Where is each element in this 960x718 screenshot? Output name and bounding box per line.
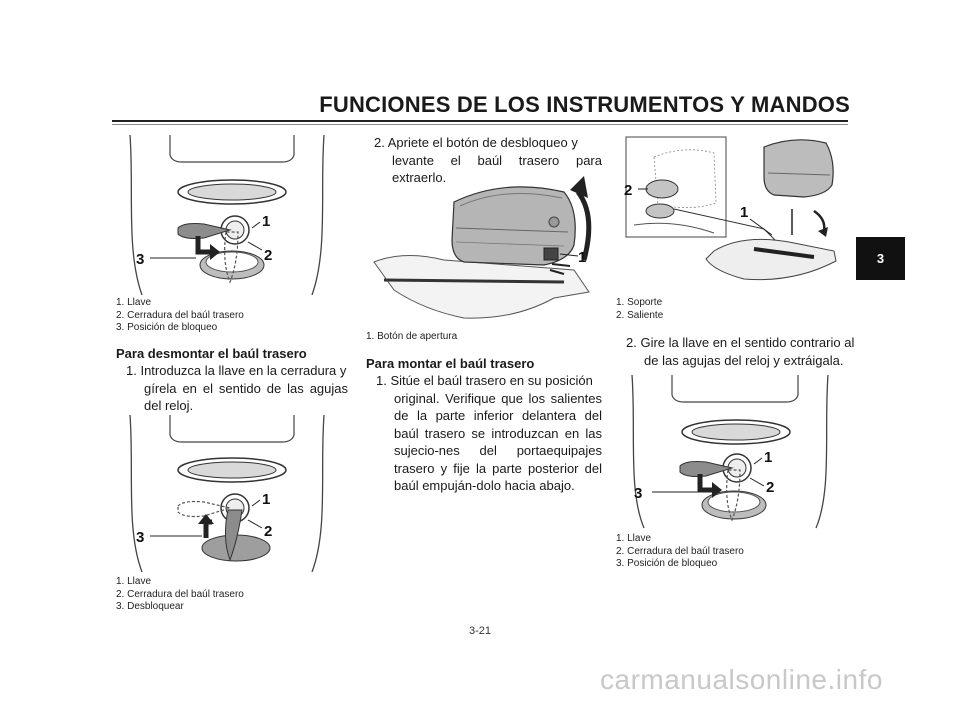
figure3-caption xyxy=(366,331,457,344)
caption-line: 2. Cerradura del baúl trasero xyxy=(616,545,744,557)
fig4-callout-2: 2 xyxy=(624,182,633,199)
fig4-callout-1: 1 xyxy=(740,204,749,221)
page-header-title: FUNCIONES DE LOS INSTRUMENTOS Y MANDOS xyxy=(319,92,850,117)
page-number: 3-21 xyxy=(468,625,492,637)
figure-lock-key-locked xyxy=(112,130,347,295)
fig1-callout-1: 1 xyxy=(262,213,271,230)
caption-line: 1. Soporte xyxy=(616,297,663,308)
fig3-callout-1: 1 xyxy=(578,249,587,266)
step-text: 2. Gire la llave en el sentido contrario al xyxy=(626,335,855,350)
caption-line: 2. Saliente xyxy=(616,309,664,321)
install-step-2 xyxy=(616,334,855,369)
step-text: original. Verifique que los salientes de la parte inferior delantera del baúl trasero se introduzcan en las sujecio-nes del portaequipajes trasero y fije la parte posterior del baúl empuján-dolo hacia abajo. xyxy=(394,390,602,493)
figure-top-case-mount xyxy=(614,133,850,295)
header-rule xyxy=(112,120,848,122)
figure2-caption xyxy=(116,576,244,614)
caption-line: 3. Desbloquear xyxy=(116,601,184,612)
caption-line: 2. Cerradura del baúl trasero xyxy=(116,309,244,321)
caption-line: 1. Botón de apertura xyxy=(366,331,458,342)
figure-top-case-release xyxy=(364,170,604,325)
step-text: 1. Introduzca la llave en la cerradura y xyxy=(126,363,347,378)
fig5-callout-3: 3 xyxy=(634,485,643,502)
fig2-callout-3: 3 xyxy=(136,529,145,546)
step-text: levante el baúl trasero para extraerlo. xyxy=(392,152,602,185)
install-step-1 xyxy=(366,372,602,495)
caption-line: 1. Llave xyxy=(116,576,152,587)
figure-lock-key-remove xyxy=(614,370,850,530)
figure1-caption xyxy=(116,297,244,335)
fig2-callout-2: 2 xyxy=(264,523,273,540)
caption-line: 2. Cerradura del baúl trasero xyxy=(116,588,244,600)
chapter-tab: 3 xyxy=(856,237,905,280)
figure5-caption xyxy=(616,533,744,571)
caption-line: 1. Llave xyxy=(616,533,652,544)
fig1-callout-3: 3 xyxy=(136,251,145,268)
step-text: gírela en el sentido de las agujas del reloj. xyxy=(144,380,348,413)
watermark: carmanualsonline.info xyxy=(600,664,883,695)
section-heading-install: Para montar el baúl trasero xyxy=(366,356,535,371)
remove-step-1 xyxy=(116,362,348,415)
header-rule-thin xyxy=(112,124,848,125)
step-text: 2. Apriete el botón de desbloqueo y xyxy=(374,135,578,150)
step-text: de las agujas del reloj y extráigala. xyxy=(644,352,844,368)
caption-line: 1. Llave xyxy=(116,297,152,308)
fig5-callout-2: 2 xyxy=(766,479,775,496)
figure4-caption xyxy=(616,297,663,322)
fig5-callout-1: 1 xyxy=(764,449,773,466)
section-heading-remove: Para desmontar el baúl trasero xyxy=(116,346,307,361)
figure-lock-key-unlock xyxy=(112,410,347,572)
fig1-callout-2: 2 xyxy=(264,247,273,264)
caption-line: 3. Posición de bloqueo xyxy=(116,322,218,333)
step-text: 1. Sitúe el baúl trasero en su posición xyxy=(376,373,593,388)
caption-line: 3. Posición de bloqueo xyxy=(616,558,718,569)
fig2-callout-1: 1 xyxy=(262,491,271,508)
